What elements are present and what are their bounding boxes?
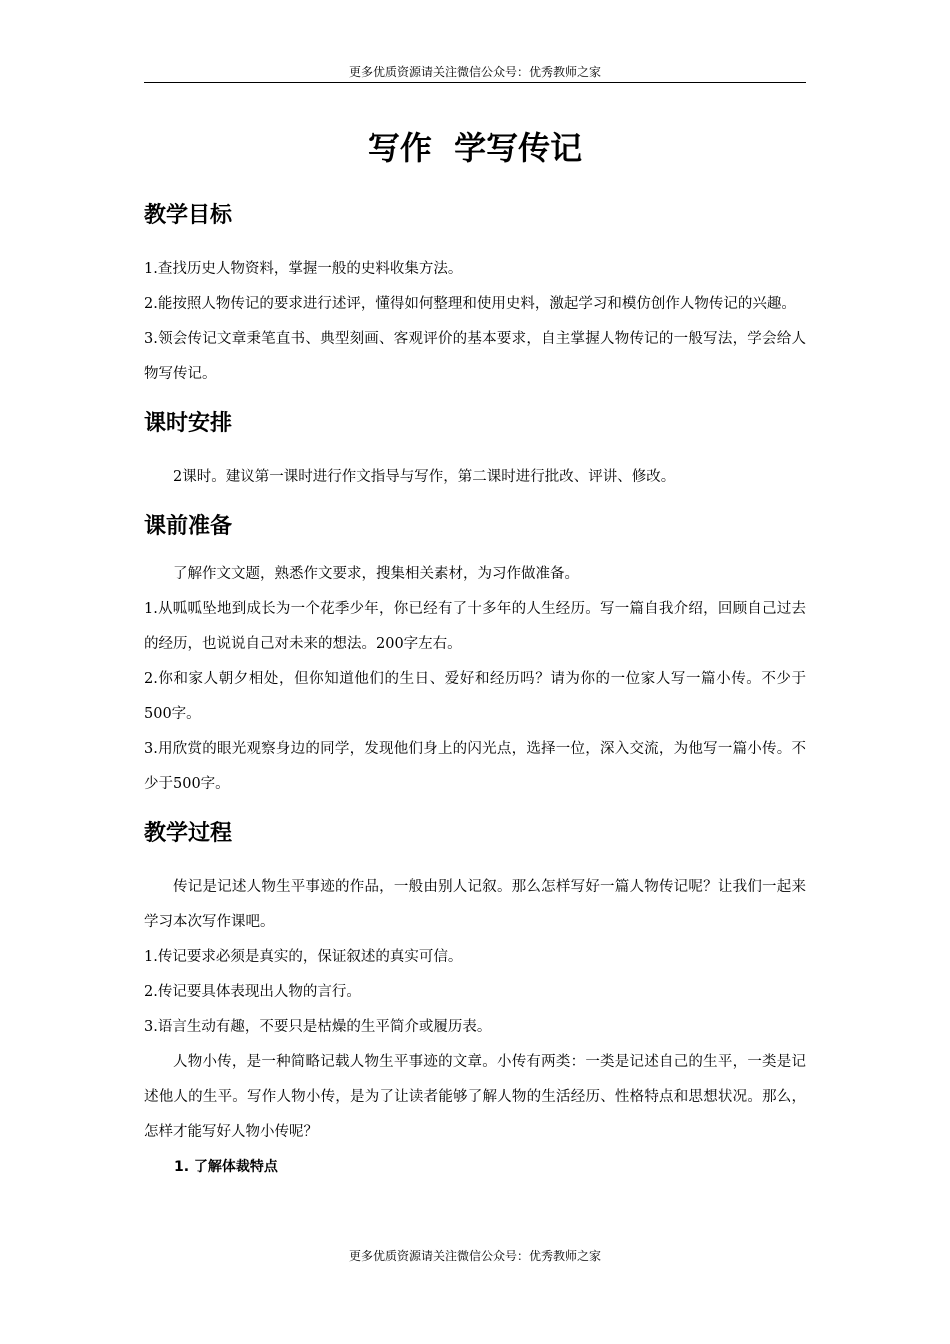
- section-heading-goals: 教学目标: [144, 203, 233, 228]
- section-heading-process: 教学过程: [144, 821, 233, 846]
- preparation-item: 1.从呱呱坠地到成长为一个花季少年，你已经有了十多年的人生经历。写一篇自我介绍，回顾自己过去的经历，也说说自己对未来的想法。200字左右。: [144, 601, 806, 652]
- process-item: 3.语言生动有趣，不要只是枯燥的生平简介或履历表。: [144, 1019, 492, 1035]
- goal-item: 1.查找历史人物资料，掌握一般的史料收集方法。: [144, 261, 463, 277]
- section-heading-preparation: 课前准备: [144, 514, 233, 539]
- process-subheading: 1. 了解体裁特点: [174, 1159, 278, 1175]
- preparation-item: 2.你和家人朝夕相处，但你知道他们的生日、爱好和经历吗？请为你的一位家人写一篇小传。不少于500字。: [144, 671, 806, 722]
- process-paragraph: 人物小传，是一种简略记载人物生平事迹的文章。小传有两类：一类是记述自己的生平，一类是记述他人的生平。写作人物小传，是为了让读者能够了解人物的生活经历、性格特点和思想状况。那么，怎样才能写好人物小传呢？: [144, 1054, 806, 1140]
- document-title: 写作 学写传记: [367, 129, 583, 167]
- header-rule: [144, 82, 806, 83]
- goal-item: 2.能按照人物传记的要求进行述评，懂得如何整理和使用史料，激起学习和模仿创作人物传记的兴趣。: [144, 296, 796, 312]
- document-body: [144, 196, 806, 1185]
- process-intro: 传记是记述人物生平事迹的作品，一般由别人记叙。那么怎样写好一篇人物传记呢？让我们一起来学习本次写作课吧。: [144, 879, 806, 930]
- preparation-item: 3.用欣赏的眼光观察身边的同学，发现他们身上的闪光点，选择一位，深入交流，为他写一篇小传。不少于500字。: [144, 741, 806, 792]
- preparation-intro: 了解作文文题，熟悉作文要求，搜集相关素材，为习作做准备。: [173, 566, 579, 582]
- schedule-text: 2课时。建议第一课时进行作文指导与写作，第二课时进行批改、评讲、修改。: [173, 469, 676, 485]
- process-item: 2.传记要具体表现出人物的言行。: [144, 984, 361, 1000]
- page-header: 更多优质资源请关注微信公众号：优秀教师之家: [348, 65, 601, 79]
- goal-item: 3.领会传记文章秉笔直书、典型刻画、客观评价的基本要求，自主掌握人物传记的一般写法，学会给人物写传记。: [144, 331, 806, 382]
- process-item: 1.传记要求必须是真实的，保证叙述的真实可信。: [144, 949, 463, 965]
- section-heading-schedule: 课时安排: [144, 411, 233, 436]
- page-footer: 更多优质资源请关注微信公众号：优秀教师之家: [348, 1249, 601, 1263]
